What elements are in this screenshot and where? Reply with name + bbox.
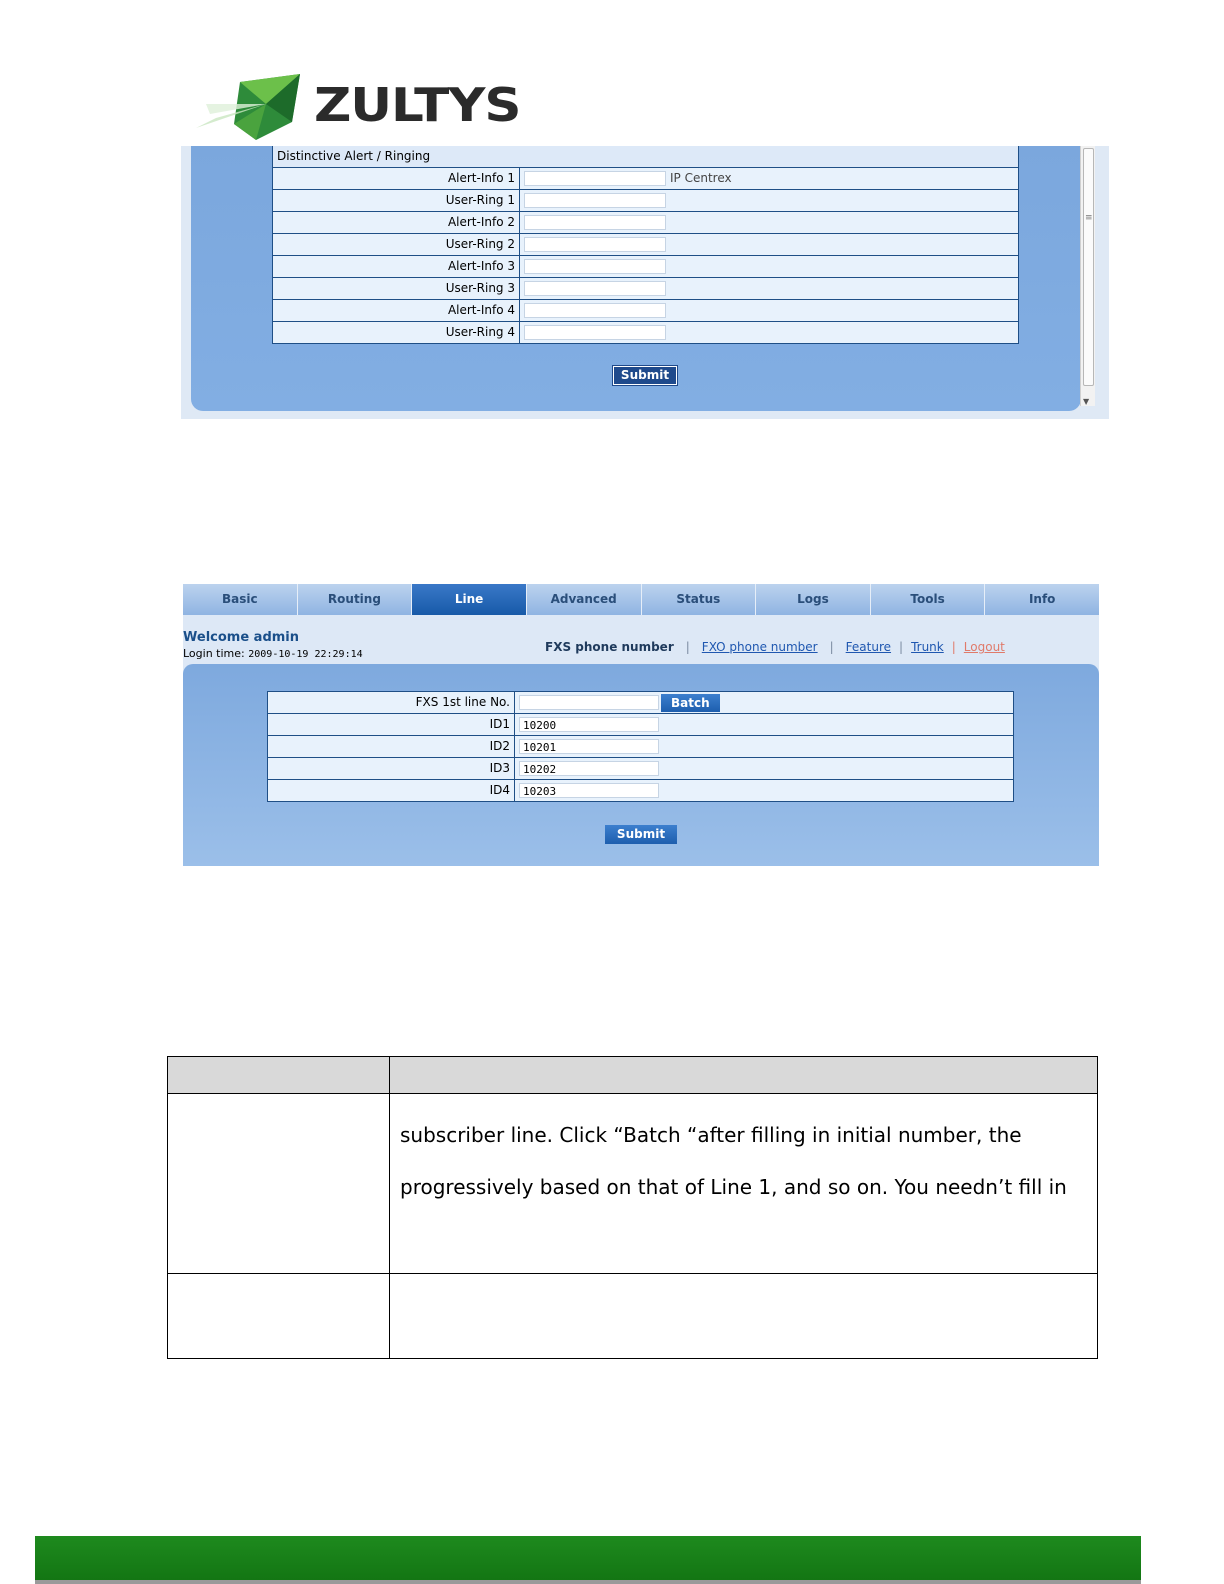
subnav-separator: | <box>951 640 956 654</box>
subnav-link-fxo[interactable]: FXO phone number <box>701 640 818 654</box>
distinctive-ringing-table <box>272 146 1019 344</box>
fxs-first-line-input[interactable] <box>519 695 659 710</box>
submit-button[interactable]: Submit <box>613 366 677 385</box>
page-footer-bar <box>35 1536 1141 1584</box>
table-header-row <box>168 1057 1097 1094</box>
field-label: User-Ring 3 <box>273 278 520 300</box>
subnav-separator: | <box>899 640 904 654</box>
section-title: Distinctive Alert / Ringing <box>273 146 1019 168</box>
id1-input[interactable]: 10200 <box>519 717 659 732</box>
field-label: Alert-Info 4 <box>273 300 520 322</box>
logout-link[interactable]: Logout <box>963 640 1005 654</box>
field-label: User-Ring 1 <box>273 190 520 212</box>
vertical-scrollbar[interactable] <box>1080 146 1095 406</box>
login-label: Login time: <box>183 647 245 660</box>
table-row <box>268 692 1014 714</box>
field-label: ID1 <box>268 714 515 736</box>
id2-input[interactable]: 10201 <box>519 739 659 754</box>
logo-wordmark: ZULTYS <box>314 78 521 132</box>
tab-tools[interactable]: Tools <box>871 584 986 615</box>
fxs-number-table <box>267 691 1014 802</box>
alert-info-1-input[interactable] <box>524 171 666 186</box>
field-label: ID2 <box>268 736 515 758</box>
field-label: Alert-Info 1 <box>273 168 520 190</box>
logo-mark-icon <box>196 74 316 144</box>
fxs-phone-number-screenshot <box>183 584 1099 866</box>
subnav-separator: | <box>685 640 690 654</box>
alert-info-2-input[interactable] <box>524 215 666 230</box>
tab-info[interactable]: Info <box>985 584 1099 615</box>
table-row <box>268 780 1014 802</box>
user-ring-2-input[interactable] <box>524 237 666 252</box>
id3-input[interactable]: 10202 <box>519 761 659 776</box>
table-row <box>273 278 1019 300</box>
zultys-logo <box>196 74 521 144</box>
distinctive-ringing-screenshot <box>181 146 1109 419</box>
field-label: Alert-Info 2 <box>273 212 520 234</box>
user-ring-1-input[interactable] <box>524 193 666 208</box>
scrollbar-thumb[interactable] <box>1083 148 1094 386</box>
tab-routing[interactable]: Routing <box>298 584 413 615</box>
parameter-description-table <box>167 1056 1098 1359</box>
batch-button[interactable]: Batch <box>661 694 720 712</box>
tab-status[interactable]: Status <box>642 584 757 615</box>
table-row <box>268 714 1014 736</box>
footer-rule <box>35 1580 1141 1584</box>
subnav-link-trunk[interactable]: Trunk <box>911 640 944 654</box>
description-text-line: subscriber line. Click “Batch “after filling in initial number, the <box>400 1123 1022 1147</box>
subnav-current: FXS phone number <box>545 640 674 654</box>
tab-basic[interactable]: Basic <box>183 584 298 615</box>
table-row <box>268 736 1014 758</box>
settings-panel <box>183 664 1099 866</box>
alert-info-4-input[interactable] <box>524 303 666 318</box>
table-row <box>273 300 1019 322</box>
main-nav <box>183 584 1099 615</box>
subnav-link-feature[interactable]: Feature <box>845 640 892 654</box>
tab-line[interactable]: Line <box>412 584 527 615</box>
user-ring-3-input[interactable] <box>524 281 666 296</box>
alert-info-3-input[interactable] <box>524 259 666 274</box>
login-info <box>183 647 363 660</box>
field-label: ID4 <box>268 780 515 802</box>
field-label: User-Ring 4 <box>273 322 520 344</box>
table-row <box>273 234 1019 256</box>
table-row <box>273 322 1019 344</box>
table-row <box>273 190 1019 212</box>
column-divider <box>389 1057 390 1358</box>
sub-nav <box>545 640 1005 654</box>
field-label: ID3 <box>268 758 515 780</box>
field-label: User-Ring 2 <box>273 234 520 256</box>
description-text-line: progressively based on that of Line 1, and so on. You needn’t fill in <box>400 1175 1067 1199</box>
settings-panel <box>191 146 1081 411</box>
welcome-text: Welcome admin <box>183 630 300 645</box>
grip-icon: ≡ <box>1085 213 1093 223</box>
tab-advanced[interactable]: Advanced <box>527 584 642 615</box>
subnav-separator: | <box>829 640 834 654</box>
table-row <box>273 256 1019 278</box>
row-divider <box>168 1273 1097 1274</box>
user-ring-4-input[interactable] <box>524 325 666 340</box>
field-label: Alert-Info 3 <box>273 256 520 278</box>
login-time: 2009-10-19 22:29:14 <box>248 649 363 660</box>
field-label: FXS 1st line No. <box>268 692 515 714</box>
tab-logs[interactable]: Logs <box>756 584 871 615</box>
scroll-down-arrow-icon[interactable]: ▼ <box>1083 397 1090 406</box>
table-row <box>273 168 1019 190</box>
table-row <box>268 758 1014 780</box>
submit-button[interactable]: Submit <box>605 825 677 844</box>
table-row <box>273 212 1019 234</box>
field-hint: IP Centrex <box>670 171 732 185</box>
id4-input[interactable]: 10203 <box>519 783 659 798</box>
